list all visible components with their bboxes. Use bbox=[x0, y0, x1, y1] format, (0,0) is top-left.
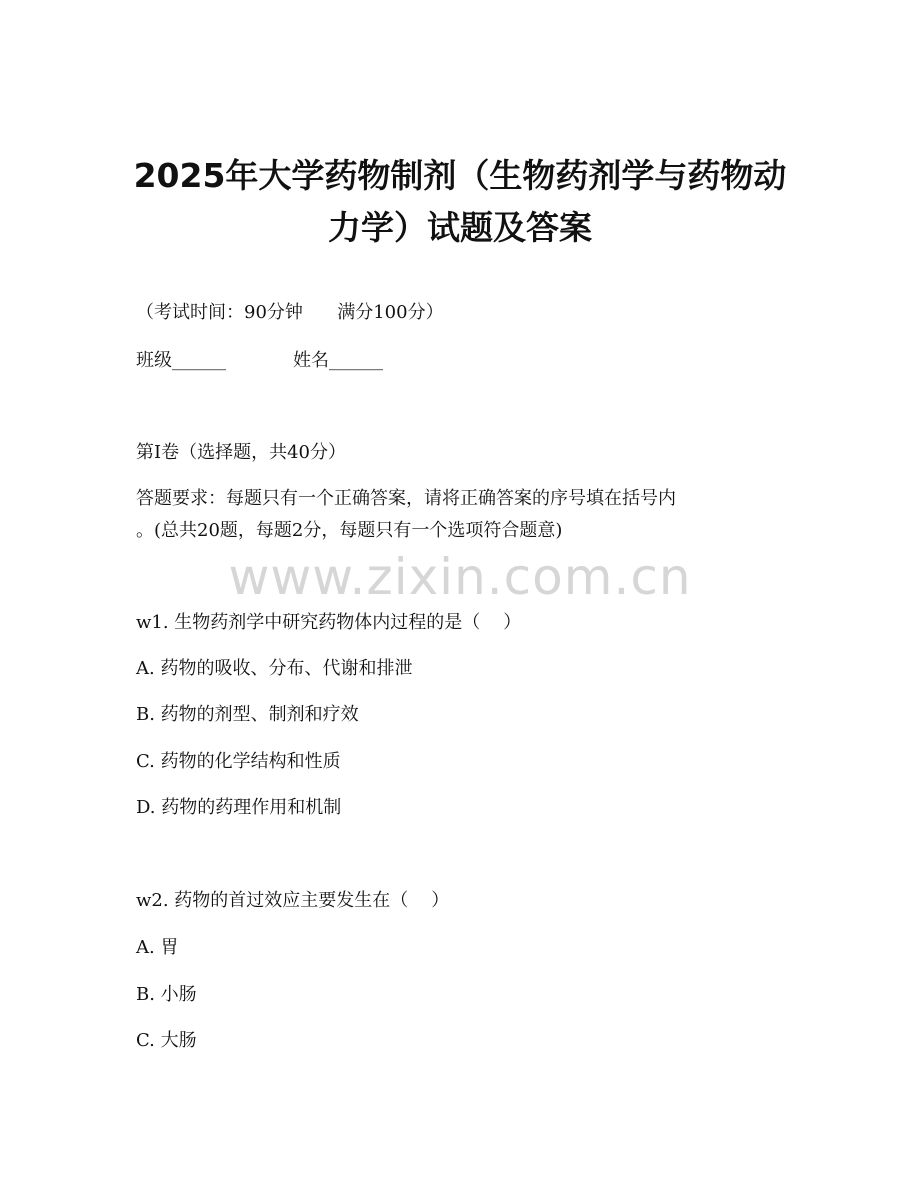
section-heading: 第I卷（选择题，共40分） bbox=[136, 442, 347, 463]
question-option: D. 药物的药理作用和机制 bbox=[136, 797, 342, 818]
question-option: C. 大肠 bbox=[136, 1030, 197, 1051]
document-title bbox=[0, 150, 920, 254]
question-option: A. 胃 bbox=[136, 937, 179, 958]
question-option: B. 药物的剂型、制剂和疗效 bbox=[136, 704, 359, 725]
exam-info: （考试时间：90分钟 满分100分） bbox=[136, 302, 444, 323]
question-stem: w1. 生物药剂学中研究药物体内过程的是（ ） bbox=[136, 612, 522, 633]
question-option: C. 药物的化学结构和性质 bbox=[136, 751, 341, 772]
watermark: www.zixin.com.cn bbox=[228, 548, 692, 606]
name-field: 姓名______ bbox=[293, 350, 383, 371]
instructions-line-2: 。(总共20题，每题2分，每题只有一个选项符合题意) bbox=[136, 520, 563, 541]
question-stem: w2. 药物的首过效应主要发生在（ ） bbox=[136, 890, 450, 911]
title-line-1: 2025年大学药物制剂（生物药剂学与药物动 bbox=[133, 156, 787, 195]
question-option: B. 小肠 bbox=[136, 984, 197, 1005]
instructions-line-1: 答题要求：每题只有一个正确答案，请将正确答案的序号填在括号内 bbox=[136, 488, 676, 509]
title-line-2: 力学）试题及答案 bbox=[328, 208, 592, 247]
class-field: 班级______ bbox=[136, 350, 226, 371]
question-option: A. 药物的吸收、分布、代谢和排泄 bbox=[136, 658, 413, 679]
